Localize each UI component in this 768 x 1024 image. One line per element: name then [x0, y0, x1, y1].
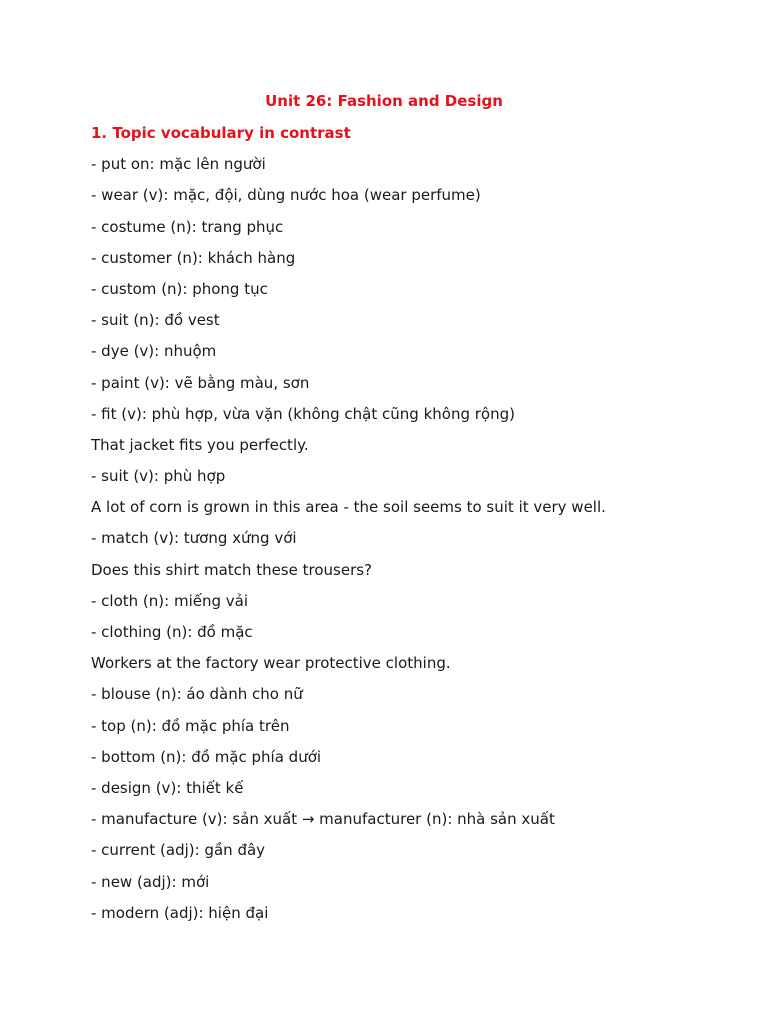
vocab-line: - costume (n): trang phục — [91, 217, 284, 236]
vocab-line: - design (v): thiết kế — [91, 778, 244, 797]
vocab-line: - bottom (n): đồ mặc phía dưới — [91, 747, 322, 766]
vocab-line: - customer (n): khách hàng — [91, 248, 296, 267]
vocab-line: - custom (n): phong tục — [91, 279, 268, 298]
example-sentence: Does this shirt match these trousers? — [91, 560, 373, 579]
vocab-line: - cloth (n): miếng vải — [91, 591, 249, 610]
vocab-line: - blouse (n): áo dành cho nữ — [91, 685, 303, 704]
vocab-line: - put on: mặc lên người — [91, 155, 266, 174]
vocab-line: - fit (v): phù hợp, vừa vặn (không chật cũng không rộng) — [91, 404, 515, 423]
vocab-line: - manufacture (v): sản xuất → manufacturer (n): nhà sản xuất — [91, 810, 555, 829]
example-sentence: Workers at the factory wear protective clothing. — [91, 654, 451, 673]
vocab-line: - new (adj): mới — [91, 872, 210, 891]
vocab-line: - paint (v): vẽ bằng màu, sơn — [91, 373, 310, 392]
vocab-line: - wear (v): mặc, đội, dùng nước hoa (wear perfume) — [91, 186, 481, 205]
vocab-line: - suit (v): phù hợp — [91, 467, 226, 486]
vocab-line: - top (n): đồ mặc phía trên — [91, 716, 290, 735]
vocab-line: - match (v): tương xứng với — [91, 529, 297, 548]
example-sentence: That jacket fits you perfectly. — [91, 435, 309, 454]
vocab-line: - suit (n): đồ vest — [91, 311, 220, 330]
document-title: Unit 26: Fashion and Design — [265, 92, 503, 110]
vocab-line: - clothing (n): đồ mặc — [91, 623, 253, 641]
vocab-line: - current (adj): gần đây — [91, 841, 266, 860]
vocab-line: - modern (adj): hiện đại — [91, 903, 269, 922]
example-sentence: A lot of corn is grown in this area - the soil seems to suit it very well. — [91, 498, 606, 517]
document-body — [91, 122, 731, 933]
section-heading: 1. Topic vocabulary in contrast — [91, 124, 351, 142]
vocab-line: - dye (v): nhuộm — [91, 342, 217, 361]
